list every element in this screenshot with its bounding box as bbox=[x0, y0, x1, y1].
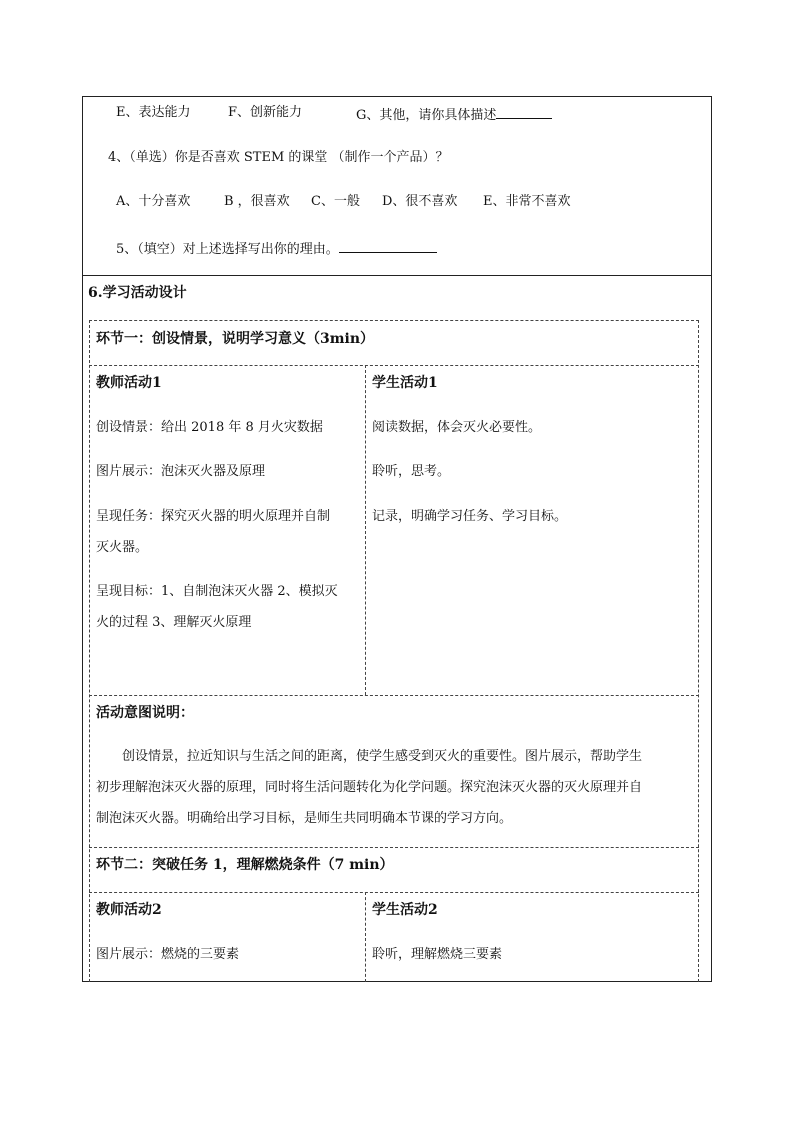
stage1-teacher-item: 呈现任务：探究灭火器的明火原理并自制 bbox=[96, 509, 331, 524]
q4-option-e: E、非常不喜欢 bbox=[483, 194, 571, 209]
q3-option-g: G、其他，请你具体描述 bbox=[356, 106, 552, 122]
stage2-title: 环节二：突破任务 1，理解燃烧条件（7 min） bbox=[96, 857, 394, 873]
stage1-intent-title: 活动意图说明： bbox=[96, 705, 194, 721]
q4-option-d: D、很不喜欢 bbox=[382, 194, 458, 209]
section-title: 6.学习活动设计 bbox=[88, 285, 187, 301]
stage1-teacher-item: 图片展示：泡沫灭火器及原理 bbox=[96, 464, 266, 479]
stage1-student-title: 学生活动1 bbox=[372, 375, 438, 391]
row-divider bbox=[89, 365, 699, 366]
stage1-teacher-item: 灭火器。 bbox=[96, 540, 149, 555]
column-divider bbox=[365, 892, 366, 982]
stage1-teacher-title: 教师活动1 bbox=[96, 375, 162, 391]
section-divider bbox=[82, 275, 712, 276]
intent-line: 创设情景，拉近知识与生活之间的距离，使学生感受到灭火的重要性。图片展示，帮助学生 bbox=[122, 749, 643, 764]
stage1-student-item: 阅读数据，体会灭火必要性。 bbox=[372, 420, 542, 435]
q4-question: 4、（单选）你是否喜欢 STEM 的课堂 （制作一个产品）？ bbox=[108, 150, 449, 165]
row-divider bbox=[89, 695, 699, 696]
stage1-student-item: 记录，明确学习任务、学习目标。 bbox=[372, 509, 568, 524]
q4-option-c: C、一般 bbox=[311, 194, 360, 209]
intent-line: 初步理解泡沫灭火器的原理，同时将生活问题转化为化学问题。探究泡沫灭火器的灭火原理并自 bbox=[96, 780, 643, 795]
stage1-teacher-item: 创设情景：给出 2018 年 8 月火灾数据 bbox=[96, 420, 323, 435]
stage1-intent-text bbox=[96, 741, 692, 834]
column-divider bbox=[365, 365, 366, 695]
q4-option-b: B ，很喜欢 bbox=[224, 194, 290, 209]
q4-option-a: A、十分喜欢 bbox=[116, 194, 191, 209]
stage2-teacher-title: 教师活动2 bbox=[96, 902, 162, 918]
q5-question: 5、（填空）对上述选择写出你的理由。 bbox=[116, 240, 437, 256]
stage2-student-title: 学生活动2 bbox=[372, 902, 438, 918]
row-divider bbox=[89, 892, 699, 893]
q3-option-f: F、创新能力 bbox=[228, 105, 303, 120]
stage2-student-item: 聆听，理解燃烧三要素 bbox=[372, 947, 503, 962]
stage1-teacher-item: 火的过程 3、理解灭火原理 bbox=[96, 615, 252, 630]
q3-option-e: E、表达能力 bbox=[116, 105, 191, 120]
stage1-teacher-item: 呈现目标：1、自制泡沫灭火器 2、模拟灭 bbox=[96, 584, 338, 599]
stage2-teacher-item: 图片展示：燃烧的三要素 bbox=[96, 947, 240, 962]
stage1-student-item: 聆听，思考。 bbox=[372, 464, 451, 479]
row-divider bbox=[89, 847, 699, 848]
answer-blank bbox=[339, 240, 437, 253]
intent-line: 制泡沫灭火器。明确给出学习目标，是师生共同明确本节课的学习方向。 bbox=[96, 811, 513, 826]
stage1-title: 环节一：创设情景，说明学习意义（3min） bbox=[96, 331, 375, 347]
answer-blank bbox=[496, 106, 552, 119]
